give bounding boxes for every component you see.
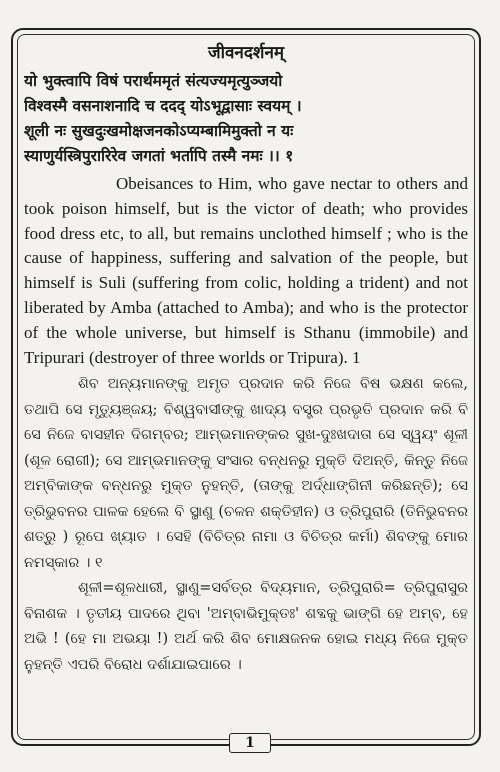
odia-paragraph-2: ଶୂଳୀ=ଶୂଳଧାରୀ, ସ୍ଥାଣୁ=ସର୍ବତ୍ର ବିଦ୍ୟମାନ, ତ୍ରିପୁରାରି= ତ୍ରିପୁରାସୁର ବିନାଶକ । ତୃତୀୟ ପାଦରେ ଥିବା 'ଅମ୍ବାଭିମୁକ୍ତଃ' ଶବ୍ଦକୁ ଭାଙ୍ଗି ହେ ଅମ୍ବ, ହେ ଅଭି ! (ହେ ମା ଅଭୟା !) ଅର୍ଥ କରି ଶିବ ମୋକ୍ଷଜନକ ହୋଇ ମଧ୍ୟ ନିଜେ ମୁକ୍ତ ନୁହନ୍ତି ଏପରି ବିରୋଧ ଦର୍ଶାଯାଇପାରେ ।: [24, 580, 468, 673]
verse-line: यो भुक्त्वापि विषं परार्थममृतं संत्यज्यमृत्युञ्जयो: [24, 71, 283, 90]
sanskrit-verse: [24, 68, 468, 168]
page-number: 1: [229, 733, 271, 753]
odia-translation: [24, 372, 468, 678]
english-paragraph: Obeisances to Him, who gave nectar to others and took poison himself, but is the victor of death; who provides food dress etc, to all, but remains unclothed himself ; who is the cause of happiness, suffering and salvation of the people, but himself is Suli (suffering from colic, holding a trident) and not liberated by Amba (attached to Amba); and who is the protector of the whole universe, but himself is Sthanu (immobile) and Tripurari (destroyer of three worlds or Tripura). 1: [24, 174, 468, 367]
verse-line: स्याणुर्यस्त्रिपुरारिरेव जगतां भर्तापि तस्मै नमः ।। १: [24, 146, 294, 165]
english-translation: [24, 172, 468, 370]
verse-line: विश्वस्मै वसनाशनादि च ददद् योऽभूद्वासाः स्वयम् ।: [24, 96, 302, 115]
page-content: [24, 40, 468, 678]
odia-paragraph-1: ଶିବ ଅନ୍ୟମାନଙ୍କୁ ଅମୃତ ପ୍ରଦାନ କରି ନିଜେ ବିଷ ଭକ୍ଷଣ କଲେ, ତଥାପି ସେ ମୃତ୍ୟୁଞ୍ଜୟ; ବିଶ୍ୱବାସୀଙ୍କୁ ଖାଦ୍ୟ ବସ୍ତ୍ର ପ୍ରଭୃତି ପ୍ରଦାନ କରି ବି ସେ ନିଜେ ବାସହୀନ ଦିଗମ୍ବର; ଆମ୍ଭମାନଙ୍କର ସୁଖ-ଦୁଃଖଦାତା ସେ ସ୍ୱୟଂ ଶୂଳୀ (ଶୂଳ ରୋଗୀ); ସେ ଆମ୍ଭମାନଙ୍କୁ ସଂସାର ବନ୍ଧନରୁ ମୁକ୍ତି ଦିଅନ୍ତି, କିନ୍ତୁ ନିଜେ ଅମ୍ବିକାଙ୍କ ବନ୍ଧନରୁ ମୁକ୍ତ ନୁହନ୍ତି, (ତାଙ୍କୁ ଅର୍ଦ୍ଧାଙ୍ଗିନୀ କରିଛନ୍ତି); ସେ ତ୍ରିଭୁବନର ପାଳକ ହେଲେ ବି ସ୍ଥାଣୁ (ଚଳନ ଶକ୍ତିହୀନ) ଓ ତ୍ରିପୁରାରି (ତିନିଭୁବନର ଶତ୍ରୁ ) ରୂପେ ଖ୍ୟାତ । ସେହି (ବିଚିତ୍ର ନାମା ଓ ବିଚିତ୍ର କର୍ମା) ଶିବଙ୍କୁ ମୋର ନମସ୍କାର । ୧: [24, 376, 468, 571]
page-title: जीवनदर्शनम्: [207, 43, 285, 63]
verse-line: शूली नः सुखदुःखमोक्षजनकोऽप्यम्बामिमुक्तो न यः: [24, 121, 294, 140]
